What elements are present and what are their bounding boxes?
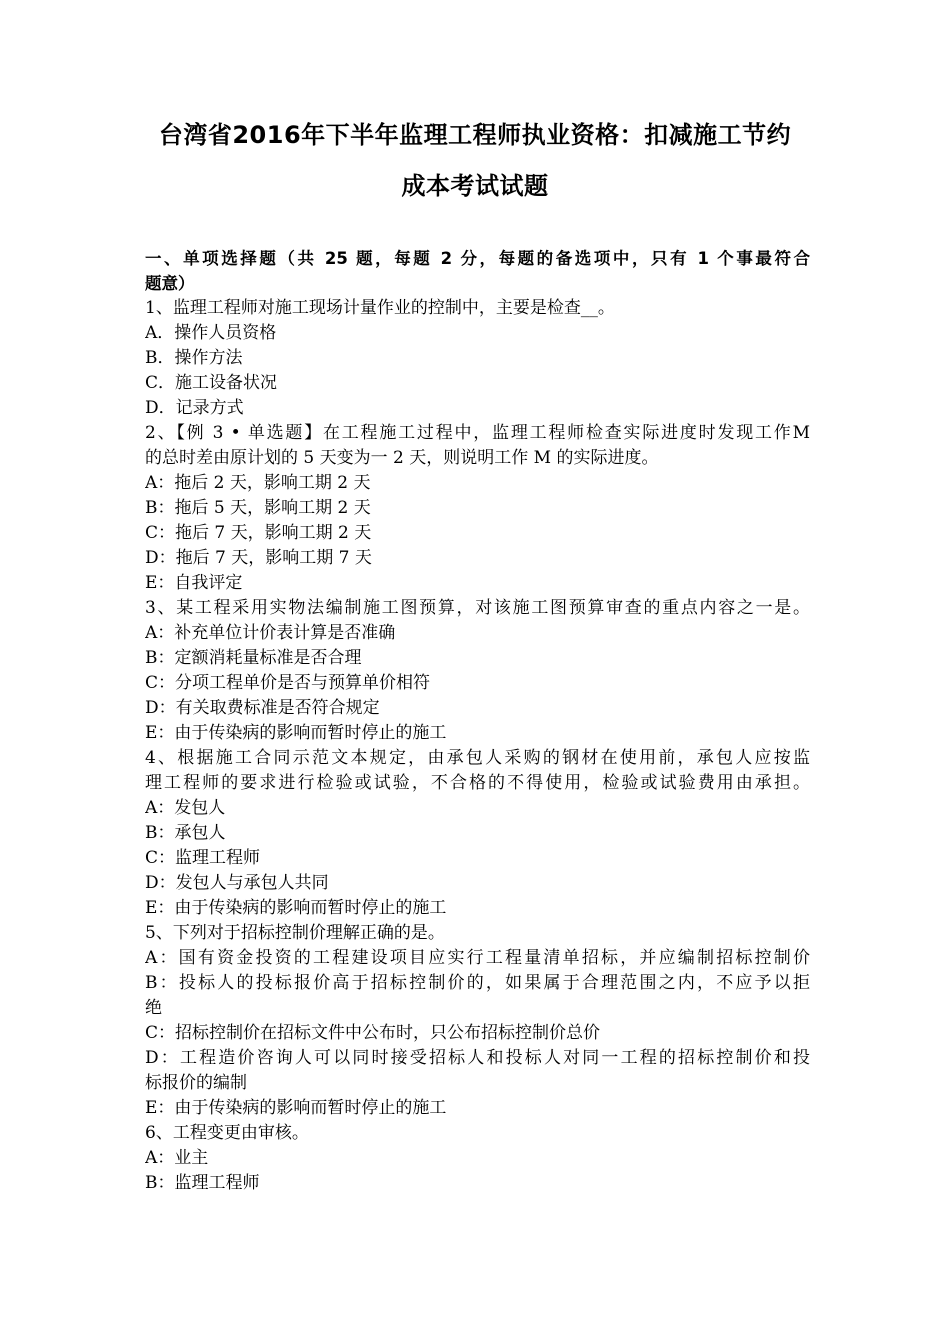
question-2-option-b: B：拖后 5 天，影响工期 2 天	[145, 498, 371, 518]
question-2-stem-continued: 的总时差由原计划的 5 天变为一 2 天，则说明工作 M 的实际进度。	[145, 448, 659, 468]
question-4-option-e: E：由于传染病的影响而暂时停止的施工	[145, 898, 447, 918]
question-1-option-d: D．记录方式	[145, 398, 244, 418]
question-5-option-c: C：招标控制价在招标文件中公布时，只公布招标控制价总价	[145, 1023, 601, 1043]
question-6-option-a: A：业主	[145, 1148, 209, 1168]
question-1-option-b: B．操作方法	[145, 348, 243, 368]
question-2-option-a: A：拖后 2 天，影响工期 2 天	[145, 473, 371, 493]
question-4-stem-continued: 理工程师的要求进行检验或试验，不合格的不得使用，检验或试验费用由承担。	[145, 773, 810, 793]
question-4-option-c: C：监理工程师	[145, 848, 261, 868]
section-heading: 一、单项选择题（共 25 题，每题 2 分，每题的备选项中，只有 1 个事最符合	[145, 249, 810, 268]
question-3-stem: 3、某工程采用实物法编制施工图预算，对该施工图预算审查的重点内容之一是。	[145, 598, 810, 618]
question-5-option-b-continued: 绝	[145, 998, 162, 1018]
question-5-option-d-continued: 标报价的编制	[145, 1073, 247, 1093]
question-3-option-c: C：分项工程单价是否与预算单价相符	[145, 673, 431, 693]
question-4-option-b: B：承包人	[145, 823, 226, 843]
question-4-option-a: A：发包人	[145, 798, 226, 818]
question-2-option-e: E：自我评定	[145, 573, 243, 593]
question-6-stem: 6、工程变更由审核。	[145, 1123, 309, 1143]
document-title-line-2: 成本考试试题	[401, 172, 549, 200]
question-1-stem: 1、监理工程师对施工现场计量作业的控制中，主要是检查__。	[145, 298, 615, 318]
question-2-stem: 2、【例 3 • 单选题】在工程施工过程中，监理工程师检查实际进度时发现工作M	[145, 423, 810, 443]
document-body	[145, 246, 810, 1196]
question-5-option-e: E：由于传染病的影响而暂时停止的施工	[145, 1098, 447, 1118]
question-3-option-e: E：由于传染病的影响而暂时停止的施工	[145, 723, 447, 743]
question-1-option-a: A．操作人员资格	[145, 323, 277, 343]
section-heading-continued: 题意）	[145, 274, 195, 293]
question-5-stem: 5、下列对于招标控制价理解正确的是。	[145, 923, 445, 943]
question-2-option-d: D：拖后 7 天，影响工期 7 天	[145, 548, 372, 568]
question-4-stem: 4、根据施工合同示范文本规定，由承包人采购的钢材在使用前，承包人应按监	[145, 748, 810, 768]
question-5-option-a: A：国有资金投资的工程建设项目应实行工程量清单招标，并应编制招标控制价	[145, 948, 810, 968]
question-2-option-c: C：拖后 7 天，影响工期 2 天	[145, 523, 372, 543]
question-3-option-d: D：有关取费标准是否符合规定	[145, 698, 380, 718]
question-3-option-b: B：定额消耗量标准是否合理	[145, 648, 362, 668]
question-5-option-d: D：工程造价咨询人可以同时接受招标人和投标人对同一工程的招标控制价和投	[145, 1048, 810, 1068]
question-1-option-c: C．施工设备状况	[145, 373, 278, 393]
question-3-option-a: A：补充单位计价表计算是否准确	[145, 623, 396, 643]
document-title-line-1: 台湾省2016年下半年监理工程师执业资格：扣减施工节约	[158, 121, 792, 149]
question-4-option-d: D：发包人与承包人共同	[145, 873, 329, 893]
question-5-option-b: B：投标人的投标报价高于招标控制价的，如果属于合理范围之内，不应予以拒	[145, 973, 810, 993]
question-6-option-b: B：监理工程师	[145, 1173, 260, 1193]
